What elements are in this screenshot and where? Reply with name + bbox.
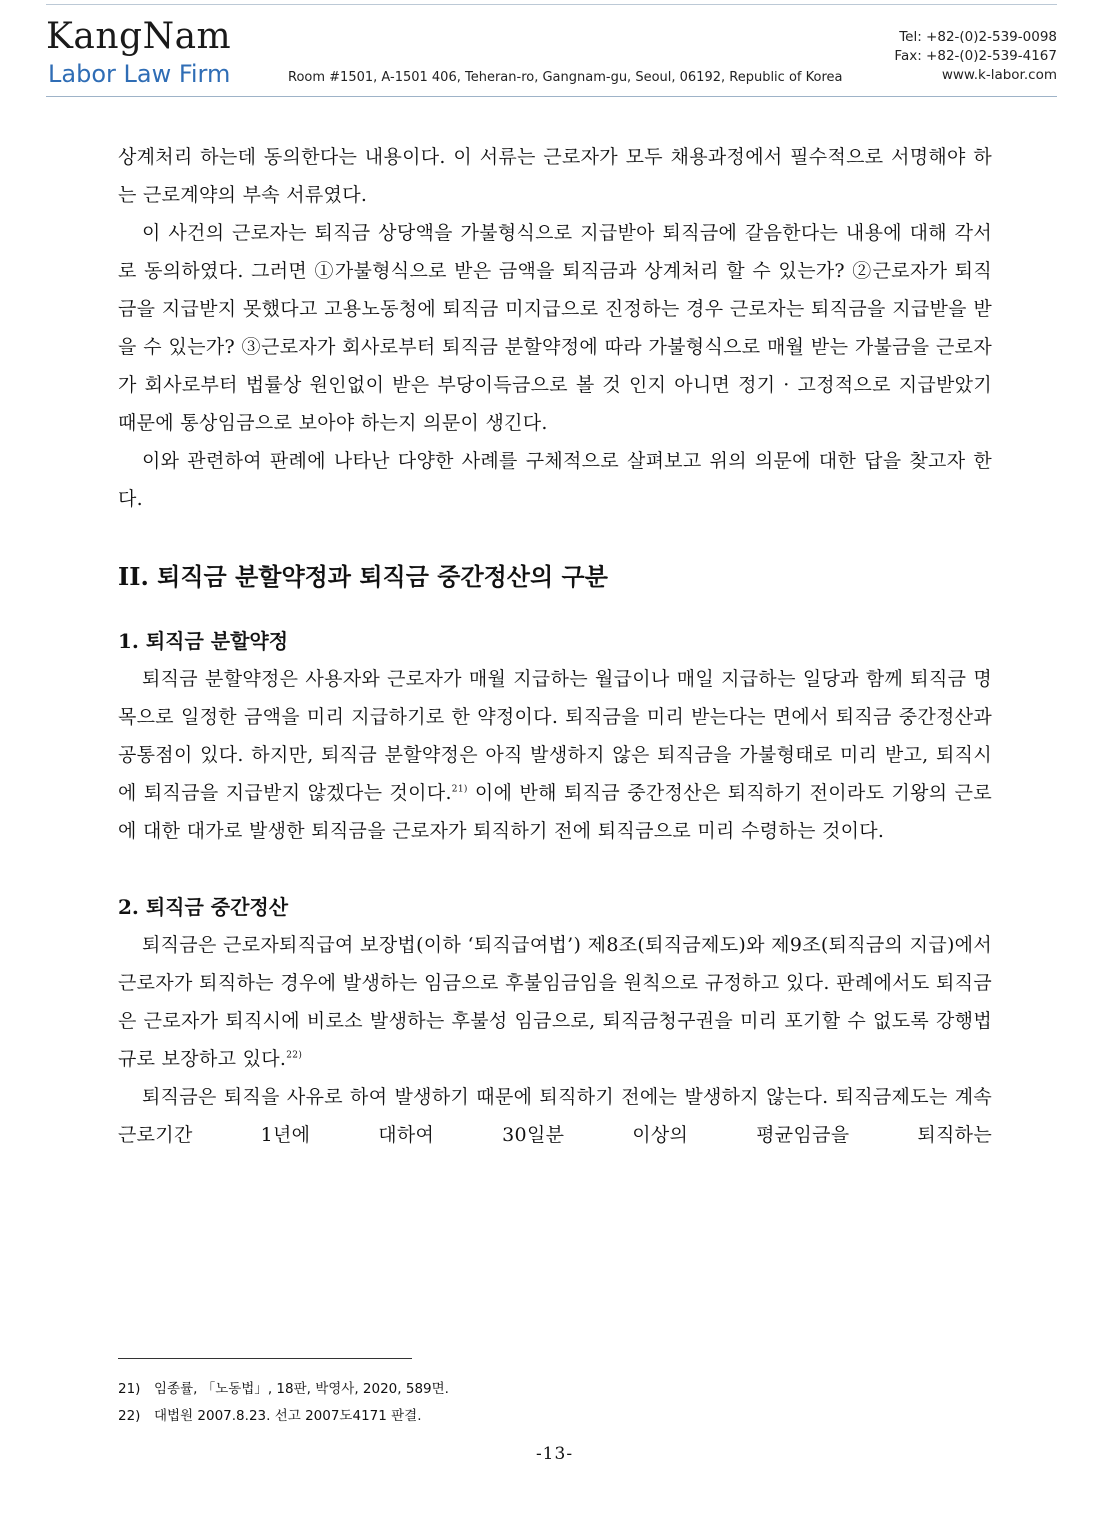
paragraph-continued: 상계처리 하는데 동의한다는 내용이다. 이 서류는 근로자가 모두 채용과정에서 필수적으로 서명해야 하는 근로계약의 부속 서류였다. bbox=[118, 146, 992, 206]
footnote-ref-22[interactable]: 22) bbox=[286, 1050, 303, 1061]
page-number: -13- bbox=[535, 1444, 574, 1464]
subsection-heading-1: 1. 퇴직금 분할약정 bbox=[118, 629, 289, 653]
paragraph-severance-system: 퇴직금은 퇴직을 사유로 하여 발생하기 때문에 퇴직하기 전에는 발생하지 않는다. 퇴직금제도는 계속근로기간 1년에 대하여 30일분 이상의 평균임금을 퇴직하는 bbox=[118, 1086, 992, 1146]
firm-tel: Tel: +82-(0)2-539-0098 bbox=[899, 29, 1057, 45]
paragraph-text: 퇴직금 분할약정은 사용자와 근로자가 매월 지급하는 월급이나 매일 지급하는 일당과 함께 퇴직금 명목으로 일정한 금액을 미리 지급하기로 한 약정이다. 퇴직금을 미리 받는다는 면에서 퇴직금 중간정산과 공통점이 있다. 하지만, 퇴직금 분할약정은 아직 발생하지 않은 퇴직금을 가불형태로 미리 받고, 퇴직시에 퇴직금을 지급받지 않겠다는 것이다. bbox=[118, 668, 992, 804]
footnote-item bbox=[118, 1376, 449, 1403]
paragraph-text: 퇴직금은 근로자퇴직급여 보장법(이하 ‘퇴직급여법’) 제8조(퇴직금제도)와 제9조(퇴직금의 지급)에서 근로자가 퇴직하는 경우에 발생하는 임금으로 후불임금임을 원칙으로 규정하고 있다. 판례에서도 퇴직금은 근로자가 퇴직시에 비로소 발생하는 후불성 임금으로, 퇴직금청구권을 미리 포기할 수 없도록 강행법규로 보장하고 있다. bbox=[118, 934, 992, 1070]
footnote-text: 임종률, 「노동법」, 18판, 박영사, 2020, 589면. bbox=[154, 1381, 449, 1397]
firm-fax: Fax: +82-(0)2-539-4167 bbox=[894, 48, 1057, 64]
footnote-divider bbox=[118, 1358, 412, 1359]
footnote-text: 대법원 2007.8.23. 선고 2007도4171 판결. bbox=[154, 1408, 422, 1424]
firm-website: www.k-labor.com bbox=[941, 67, 1057, 83]
paragraph-questions: 이 사건의 근로자는 퇴직금 상당액을 가불형식으로 지급받아 퇴직금에 갈음한다는 내용에 대해 각서로 동의하였다. 그러면 ①가불형식으로 받은 금액을 퇴직금과 상계처리 할 수 있는가? ②근로자가 퇴직금을 지급받지 못했다고 고용노동청에 퇴직금 미지급으로 진정하는 경우 근로자는 퇴직금을 지급받을 받을 수 있는가? ③근로자가 회사로부터 퇴직금 분할약정에 따라 가불형식으로 매월 받는 가불금을 근로자가 회사로부터 법률상 원인없이 받은 부당이득금으로 볼 것 인지 아니면 정기 · 고정적으로 지급받았기 때문에 통상임금으로 보아야 하는지 의문이 생긴다. bbox=[118, 222, 992, 434]
firm-logo-name: KangNam bbox=[46, 16, 232, 57]
section-heading: II. 퇴직금 분할약정과 퇴직금 중간정산의 구분 bbox=[118, 562, 608, 591]
paragraph-text: 이에 반해 퇴직금 중간정산은 퇴직하기 전이라도 기왕의 근로에 대한 대가로 발생한 퇴직금을 근로자가 퇴직하기 전에 퇴직금으로 미리 수령하는 것이다. bbox=[118, 782, 992, 842]
footnote-ref-21[interactable]: 21) bbox=[451, 784, 468, 795]
footnote-item bbox=[118, 1403, 449, 1430]
header-divider bbox=[46, 96, 1057, 97]
footnotes bbox=[118, 1376, 449, 1430]
letterhead bbox=[46, 10, 1057, 96]
top-border-line bbox=[46, 4, 1057, 5]
subsection-heading-2: 2. 퇴직금 중간정산 bbox=[118, 895, 289, 919]
firm-logo-subtitle: Labor Law Firm bbox=[48, 60, 231, 88]
paragraph-intro-cases: 이와 관련하여 판례에 나타난 다양한 사례를 구체적으로 살펴보고 위의 의문에 대한 답을 찾고자 한다. bbox=[118, 450, 992, 510]
paragraph-installment-agreement bbox=[118, 660, 992, 850]
firm-address: Room #1501, A-1501 406, Teheran-ro, Gangnam-gu, Seoul, 06192, Republic of Korea bbox=[288, 70, 843, 85]
footnote-number: 22) bbox=[118, 1408, 141, 1424]
firm-contact bbox=[894, 28, 1057, 85]
document-body bbox=[118, 138, 992, 1154]
paragraph-interim-settlement bbox=[118, 926, 992, 1078]
footnote-number: 21) bbox=[118, 1381, 141, 1397]
